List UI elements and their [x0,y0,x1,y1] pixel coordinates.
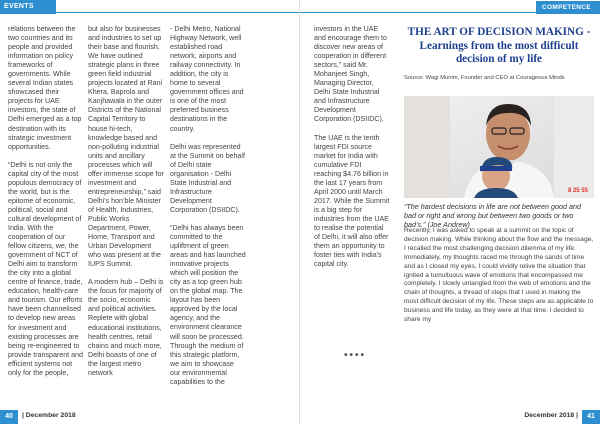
end-of-article-mark: •••• [344,350,367,361]
text-column-3 [170,25,246,396]
issue-date: December 2018 | [524,412,578,419]
section-rule [56,12,300,13]
paragraph: Delhi was represented at the Summit on behalf of Delhi state organisation - Delhi State Industrial and Infrastructure Development Corporation (DSIIDC). [170,142,245,214]
pull-quote: “The hardest decisions in life are not between good and bad or right and wrong but between two goods or two bad’s.” (Joe Andrew) [404,202,582,229]
paragraph: “Delhi has always been committed to the upliftment of green areas and has launched innovative projects which will position the city as a top green hub on the global map. The layout has been approved by the local agency, and the environment clearance will soon be processed. Through the medium of this strategic platform, we aim to showcase our environmental capabilities to the [170,223,246,386]
paragraph: A modern hub – Delhi is the focus for majority of the socio, economic and political activities. Replete with global educational institutions, health centres, retail chains and much more, Delhi boasts of one of the largest metro network [88,278,164,377]
paragraph: “Delhi is not only the capital city of the most populous democracy of the world, but is the epitome of economic, political, social and cultural development of India. With the cooperation of our fellow citizens, we, the government of NCT of Delhi aim to transform the city into a global centre of finance, trade, education, health-care and tourism. Our efforts have been channelised to develop new areas for investment and existing processes are being re-engineered to provide transparent and efficient systems not only for the people, [8,160,83,377]
issue-date: | December 2018 [22,412,76,419]
page-number: 40 [0,410,18,424]
section-rule [300,12,536,13]
article-photo [404,96,594,198]
paragraph: The UAE is the tenth largest FDI source market for India with cumulative FDI reaching $4.76 billion in the last 17 years from April 2000 until March 2017. While the Summit is a big step for industries from the UAE to realise the potential of Delhi, it will also offer them an opportunity to foster ties with India’s capital city. [314,133,390,269]
article-source: Source: Wagi Munim, Founder and CEO at Courageous Minds [404,75,565,81]
paragraph: relations between the two countries and its people and provided information on policy frameworks of governments. While several Indian states showcased their projects for UAE investors, the state of Delhi emerged as a top destination with its strategic investment opportunities. [8,25,82,151]
article-headline: THE ART OF DECISION MAKING - Learnings from the most difficult decision of my life [407,26,591,65]
text-column-4 [314,25,390,278]
text-column-2 [88,25,164,387]
paragraph: - Delhi Metro, National Highway Network, well established road network, airports and railway connectivity. In addition, the city is home to several government offices and is one of the most preferred business destinations in the country. [170,25,244,133]
paragraph: investors in the UAE and encourage them to discover new areas of cooperation in different sectors,” said Mr. Mohanjeet Singh, Managing Director, Delhi State Industrial and Infrastructure Development Corporation (DSIIDC). [314,25,387,124]
page-footer-right [300,410,600,424]
page-footer-left [0,410,300,424]
photo-timestamp: 8 25 55 [567,188,588,194]
article-body: Recently, I was asked to speak at a summit on the topic of decision making. While thinking about the flow and the message, I recalled the most challenging decision dilemma of my life. Immediately, my thoughts raced me through the sands of time and as I closed my eyes, I could vividly relive the situation that ignited a tumultuous wave of emotions that encompassed me completely. I slowly untangled from the web of emotions and the chain of thoughts, a thread of steps that I used in making the most difficult decision of my life. These steps are as applicable to business and life today, as they were at that time. I decided to share my [404,227,594,324]
section-tab-competence: COMPETENCE [536,1,600,14]
page-number: 41 [582,410,600,424]
paragraph: but also for businesses and industries to set up their base and flourish. We have outlined strategic plans in three green field industrial projects located at Rani Khera, Baprola and Kanjhawala in the outer Districts of the National Capital Territory to house hi-tech, knowledge based and non-polluting industrial units and ancillary processes which will offer immense scope for investment and entrepreneurship,” said Delhi’s hon’ble Minister of Health, Industries, Public Works Department, Power, Home, Transport and Urban Development who was present at the IUPS Summit. [88,25,164,269]
section-tab-events: EVENTS [0,0,56,14]
text-column-1 [8,25,84,387]
right-page [300,0,600,424]
man-and-child-photo-illustration [404,96,594,198]
